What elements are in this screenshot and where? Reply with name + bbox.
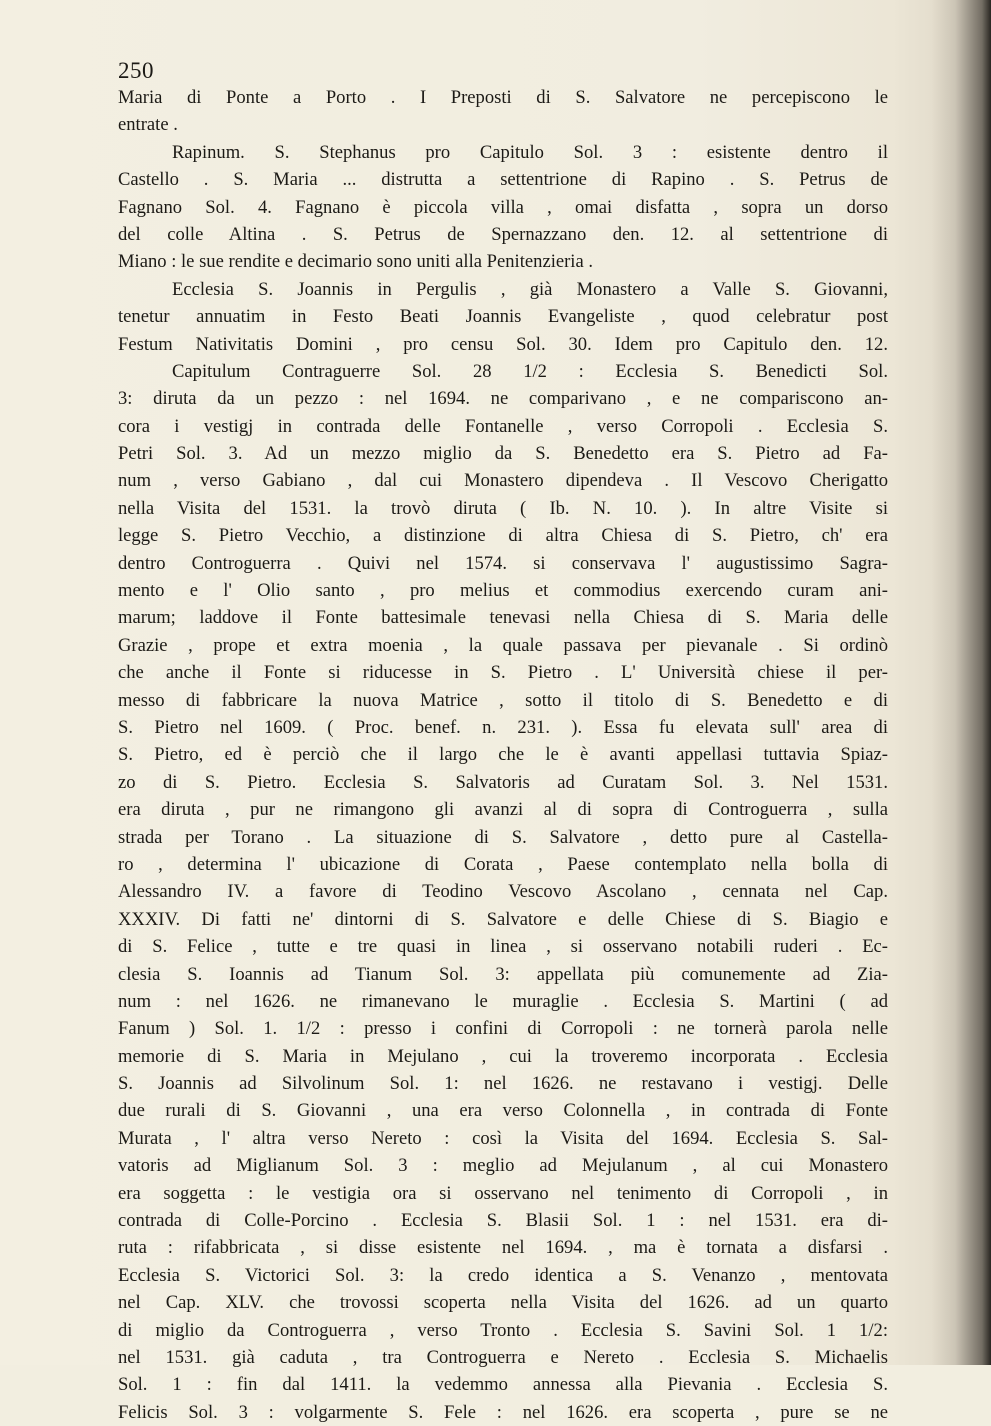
text-line: del colle Altina . S. Petrus de Spernazzano den. 12. al settentrione di [118, 223, 888, 245]
text-line: mento e l' Olio santo , pro melius et commodius exercendo curam ani- [118, 580, 888, 602]
text-line: legge S. Pietro Vecchio, a distinzione di altra Chiesa di S. Pietro, ch' era [118, 525, 888, 547]
text-line: Fanum ) Sol. 1. 1/2 : presso i confini di Corropoli : ne tornerà parola nelle [118, 1018, 888, 1040]
text-line: Sol. 1 : fin dal 1411. la vedemmo annessa alla Pievania . Ecclesia S. [118, 1374, 888, 1396]
text-line: marum; laddove il Fonte battesimale tenevasi nella Chiesa di S. Maria delle [118, 607, 888, 629]
text-line: messo di fabbricare la nuova Matrice , sotto il titolo di S. Benedetto e di [118, 689, 888, 711]
text-line: Grazie , prope et extra moenia , la quale passava per pievanale . Si ordinò [118, 634, 888, 656]
text-line: Murata , l' altra verso Nereto : così la Visita del 1694. Ecclesia S. Sal- [118, 1127, 888, 1149]
text-line: che anche il Fonte si riducesse in S. Pietro . L' Università chiese il per- [118, 662, 888, 684]
text-line: nella Visita del 1531. la trovò diruta ( Ib. N. 10. ). In altre Visite si [118, 497, 888, 519]
text-line: S. Joannis ad Silvolinum Sol. 1: nel 1626. ne restavano i vestigj. Delle [118, 1073, 888, 1095]
text-line: Maria di Ponte a Porto . I Preposti di S. Salvatore ne percepiscono le [118, 87, 888, 108]
text-line: Alessandro IV. a favore di Teodino Vescovo Ascolano , cennata nel Cap. [118, 881, 888, 903]
text-line: num , verso Gabiano , dal cui Monastero dipendeva . Il Vescovo Cherigatto [118, 470, 888, 492]
text-line: vatoris ad Miglianum Sol. 3 : meglio ad Mejulanum , al cui Monastero [118, 1155, 888, 1177]
text-line: due rurali di S. Giovanni , una era verso Colonnella , in contrada di Fonte [118, 1100, 888, 1122]
text-line: strada per Torano . La situazione di S. Salvatore , detto pure al Castella- [118, 826, 888, 848]
text-line: dentro Controguerra . Quivi nel 1574. si conservava l' augustissimo Sagra- [118, 552, 888, 574]
text-line: zo di S. Pietro. Ecclesia S. Salvatoris ad Curatam Sol. 3. Nel 1531. [118, 771, 888, 793]
text-line: cora i vestigj in contrada delle Fontanelle , verso Corropoli . Ecclesia S. [118, 415, 888, 437]
text-line: 3: diruta da un pezzo : nel 1694. ne comparivano , e ne compariscono an- [118, 388, 888, 410]
text-line: Festum Nativitatis Domini , pro censu Sol. 30. Idem pro Capitulo den. 12. [118, 333, 888, 355]
text-line: Ecclesia S. Joannis in Pergulis , già Monastero a Valle S. Giovanni, [172, 278, 888, 300]
text-line: contrada di Colle-Porcino . Ecclesia S. Blasii Sol. 1 : nel 1531. era di- [118, 1210, 888, 1232]
page-number: 250 [118, 58, 154, 83]
spine-shadow [931, 0, 991, 1365]
text-line: Petri Sol. 3. Ad un mezzo miglio da S. Benedetto era S. Pietro ad Fa- [118, 443, 888, 465]
text-line: clesia S. Ioannis ad Tianum Sol. 3: appellata più comunemente ad Zia- [118, 963, 888, 985]
text-line: di miglio da Controguerra , verso Tronto . Ecclesia S. Savini Sol. 1 1/2: [118, 1319, 888, 1341]
text-line: ro , determina l' ubicazione di Corata , Paese contemplato nella bolla di [118, 853, 888, 875]
text-line: Ecclesia S. Victorici Sol. 3: la credo identica a S. Venanzo , mentovata [118, 1264, 888, 1286]
text-line: entrate . [118, 114, 178, 136]
text-line: di S. Felice , tutte e tre quasi in linea , si osservano notabili ruderi . Ec- [118, 936, 888, 958]
text-line: Fagnano Sol. 4. Fagnano è piccola villa , omai disfatta , sopra un dorso [118, 196, 888, 218]
text-line: Felicis Sol. 3 : volgarmente S. Fele : nel 1626. era scoperta , pure se ne [118, 1401, 888, 1423]
text-line: ruta : rifabbricata , si disse esistente nel 1694. , ma è tornata a disfarsi . [118, 1237, 888, 1259]
text-line: Castello . S. Maria ... distrutta a settentrione di Rapino . S. Petrus de [118, 169, 888, 191]
text-line: Miano : le sue rendite e decimario sono uniti alla Penitenzieria . [118, 251, 594, 273]
text-line: Capitulum Contraguerre Sol. 28 1/2 : Ecclesia S. Benedicti Sol. [172, 360, 888, 382]
text-line: nel 1531. già caduta , tra Controguerra e Nereto . Ecclesia S. Michaelis [118, 1346, 888, 1368]
text-line: XXXIV. Di fatti ne' dintorni di S. Salvatore e delle Chiese di S. Biagio e [118, 908, 888, 930]
text-line: tenetur annuatim in Festo Beati Joannis Evangeliste , quod celebratur post [118, 306, 888, 328]
text-line: era soggetta : le vestigia ora si osservano nel tenimento di Corropoli , in [118, 1182, 888, 1204]
text-line: era diruta , pur ne rimangono gli avanzi al di sopra di Controguerra , sulla [118, 799, 888, 821]
text-line: nel Cap. XLV. che trovossi scoperta nella Visita del 1626. ad un quarto [118, 1292, 888, 1314]
text-line: S. Pietro, ed è perciò che il largo che le è avanti appellasi tuttavia Spiaz- [118, 744, 888, 766]
text-line: S. Pietro nel 1609. ( Proc. benef. n. 231. ). Essa fu elevata sull' area di [118, 716, 888, 738]
text-line: num : nel 1626. ne rimanevano le muraglie . Ecclesia S. Martini ( ad [118, 990, 888, 1012]
body-text [118, 84, 888, 1426]
text-line: Rapinum. S. Stephanus pro Capitulo Sol. 3 : esistente dentro il [172, 141, 888, 163]
text-line: memorie di S. Maria in Mejulano , cui la troveremo incorporata . Ecclesia [118, 1045, 888, 1067]
